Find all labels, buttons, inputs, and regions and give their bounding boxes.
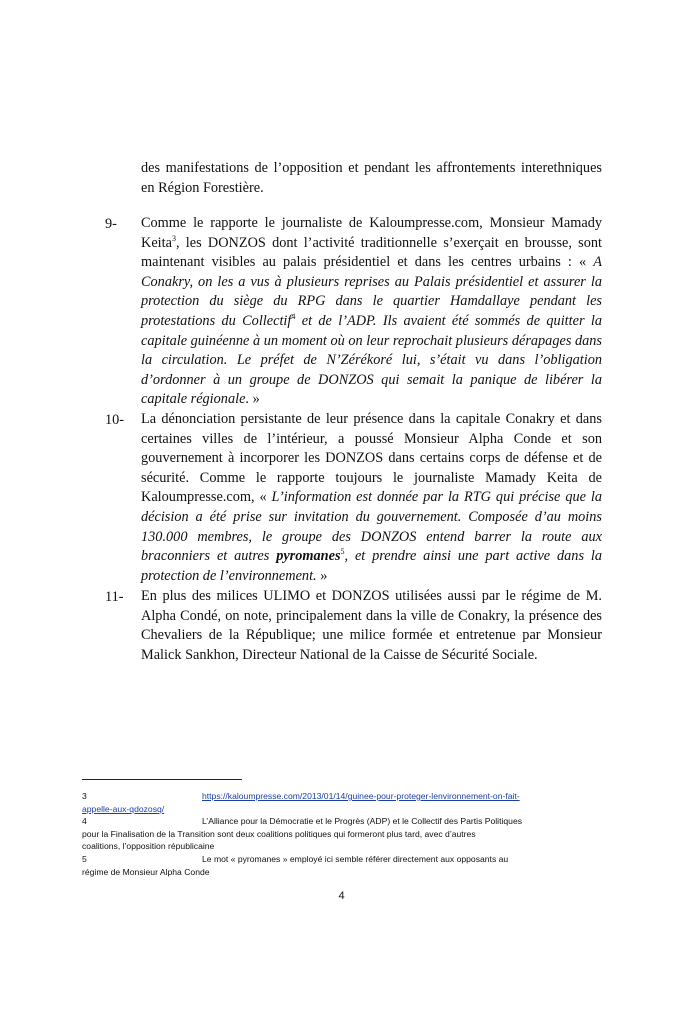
footnote-text: L’Alliance pour la Démocratie et le Progrès (ADP) et le Collectif des Partis Politiques [202, 816, 523, 827]
footnote-3 [82, 790, 602, 815]
footnote-4 [82, 815, 602, 853]
footnote-ref-3[interactable]: 3 [171, 233, 176, 243]
quote-run: , et prendre ainsi une part active dans la protection de l’environnement. [141, 548, 602, 584]
footnote-ref-4[interactable]: 4 [291, 312, 296, 322]
footnote-text: pour la Finalisation de la Transition sont deux coalitions politiques qui formeront plus tard, avec d’autres [82, 828, 476, 839]
footnote-number: 5 [82, 853, 87, 864]
paragraph-text [141, 214, 602, 410]
footnotes [82, 790, 602, 878]
footnote-link-continued[interactable]: appelle-aux-qdozosq/ [82, 803, 165, 814]
text-run: , les DONZOS dont l’activité traditionnelle s’exerçait en brousse, sont maintenant visibles au palais présidentiel et dans les centres urbains : « [141, 234, 602, 271]
paragraph-number: 10- [105, 412, 125, 428]
text-run: La dénonciation persistante de leur présence dans la capitale Conakry et dans certaines villes de l’intérieur, a poussé Monsieur Alpha Conde et son gouvernement à incorporer les DONZOS dans certains corps de défense et de sécurité. Comme le rapporte toujours le journaliste Mamady Keita de Kaloumpresse.com, « [141, 411, 602, 506]
footnote-text: coalitions, l’opposition républicaine [82, 841, 215, 852]
quote-run: A Conakry, on les a vus à plusieurs reprises au Palais présidentiel et assurer la protection du siège du RPG dans le quartier Hamdallaye pendant les protestations du Collectif [141, 254, 602, 329]
footnote-text: régime de Monsieur Alpha Conde [82, 866, 210, 877]
paragraph-9 [105, 214, 602, 410]
page-number: 4 [338, 890, 345, 902]
bold-term: pyromanes [276, 548, 341, 565]
paragraph-text: En plus des milices ULIMO et DONZOS utilisées aussi par le régime de M. Alpha Condé, on note, principalement dans la ville de Conakry, la présence des Chevaliers de la République; une milice formée et entretenue par Monsieur Malick Sankhon, Directeur National de la Caisse de Sécurité Sociale. [141, 588, 602, 663]
paragraph-text [141, 410, 602, 586]
footnote-link[interactable]: https://kaloumpresse.com/2013/01/14/guinee-pour-proteger-lenvironnement-on-fait- [202, 791, 520, 801]
footnote-separator [82, 779, 242, 780]
paragraph-11 [105, 587, 602, 665]
footnote-number: 4 [82, 816, 87, 827]
footnote-number: 3 [82, 791, 87, 801]
quote-run: L’information est donnée par la RTG qui précise que la décision a été prise sur invitation du gouvernement. Composée d’au moins 130.000 membres, le groupe des DONZOS entend barrer la route aux braconniers et autres [141, 489, 602, 565]
paragraph-number: 9- [105, 216, 117, 232]
text-run: Comme le rapporte le journaliste de Kaloumpresse.com, Monsieur Mamady Keita [141, 215, 602, 251]
text-run: » [316, 567, 328, 584]
footnote-ref-5[interactable]: 5 [340, 547, 345, 557]
footnote-5 [82, 853, 602, 878]
text-run: . » [245, 391, 260, 408]
intro-paragraph: des manifestations de l’opposition et pendant les affrontements interethniques en Région Forestière. [141, 160, 602, 196]
quote-run: et de l’ADP. Ils avaient été sommés de quitter la capitale guinéenne à un moment où on leur reprochait plusieurs dérapages dans la circulation. Le préfet de N’Zérékoré lui, s’était vu dans l’obligation d’ordonner à un groupe de DONZOS qui semait la panique de libérer la capitale régionale [141, 312, 602, 408]
paragraph-10 [105, 410, 602, 586]
paragraph-number: 11- [105, 589, 124, 605]
footnote-text: Le mot « pyromanes » employé ici semble référer directement aux opposants au [202, 853, 509, 864]
